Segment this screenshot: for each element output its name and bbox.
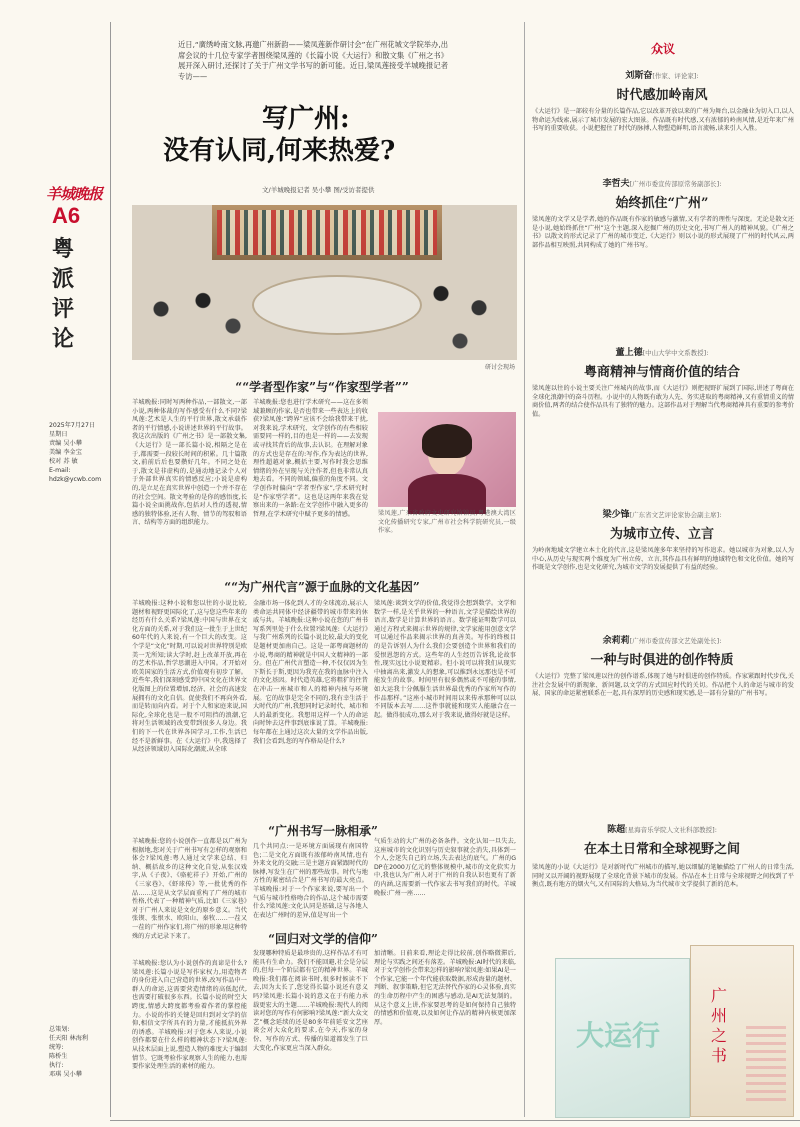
email-label: E-mail: [49,467,71,474]
review-4-text: 为岭南地域文学建立本土化的代言,这是梁凤莲多年来坚持的写作追求。她以城市为对象,以人为中心,从历史与现实两个维度为广州立传、立言,其作品具有鲜明的地域特色和文化价值。她的写作既是文学创作,也是文化研究,为城市文学的发展提供了有益的经验。 [532,547,794,572]
reviews-header: 众议 [651,42,676,56]
body-p1: 羊城晚报:同时写两种作品,一部散文,一部小说,两种体裁的写作感受有什么不同?梁凤莲:艺术是人生的平行世界,散文承载作者的平行情感,小说讲述世界的平行故事。我这次出版的《广州之书》是一部散文集,《大运行》是一部长篇小说,相隔之是在于,都需要一段较长时间的积累。几十篇散文,前前后后也要攒好几年。不同之处在于,散文是非虚构的,是通动地记录个人对于外部世界真实的情感反应;小说是虚构的,是立足在真实世界中创造一个并不存在的社会空间。散文考验的是你的感悟度,长篇小说全面挑战你,包括对人性的透视,情感的独特体验,还有人物、情节的驾驭和语言、结构等方面的组织能力。 [132,399,247,527]
reviewer-5-name: 余莉莉 [602,636,630,646]
reviewer-2-name: 李哲夫 [602,179,630,189]
body-p11: 加清晰。日前来看,理论走得比较前,创作略微滞后,理论与实践之间还有落差。羊城晚报:AI时代的来临,对于文学创作会带来怎样的影响?梁凤莲:如果AI是一个作家,它能一个年代能获取数据,形成海量的题材、判断、叙事策略,但它无法替代作家的心灵体验,真实的生命历程中产生的困惑与感动,是AI无法复制的。从这个意义上讲,作家要思考的是如何保持自己独特的情感和价值观,以及如何让作品的精神内核更加深厚。 [374,950,516,1026]
seminar-photo [132,205,517,360]
reviewer-4 [530,507,794,520]
meeting-table [252,275,422,335]
reviewer-2 [530,176,794,189]
section-title-2: “ “为广州代言”源于血脉的文化基因 ” [132,578,512,595]
masthead-divider [110,22,111,1117]
review-1-title: 时代感加岭南风 [616,88,708,103]
issue-info [49,421,105,484]
newspaper-logo: 羊城晚报 [46,185,103,203]
page-number: A6 [52,203,81,228]
section-title-3: “ 广州书写一脉相承 ” [253,822,393,839]
exec-label: 执行: [49,1062,64,1069]
book-cover-yunxing-title: 大运行 [576,1019,661,1052]
bottom-rule [110,1120,800,1121]
review-6-title: 在本土日常和全球视野之间 [583,842,740,857]
reviewer-3-name: 董上德 [615,348,643,358]
reviewer-3 [530,345,794,358]
body-p9: 羊城晚报:您认为小说创作的真谛是什么?梁凤莲:长篇小说是写作家权力,用造物者的身份进入自己营造的世界,改写作品中一群人的命运,这需要营造情绪的高低起伏,也需要打破很多东西。长篇小说的时空大跨度,情感大跨度都考验着作者的掌控能力。小说的作的关键是回归到对文学的信仰,相信文学所具有的力量,才能抵抗外界的诱惑。羊城晚报:对于您本人来说,小说创作都要在什么样的精神状态下?梁凤莲:从技术层面上说,塑造人物的难度大于编制情节。它既考验作家观察人生的能力,也需要作家处理生活的素材的能力。 [132,960,247,1071]
body-p5: 梁凤莲:谈到文学的价值,我觉得会想到数学。文学和数学一样,是关乎世界的一种语言,文学是描绘世界的语言,数学是计算世界的语言。数学能证明数学可以通过方程式来揭示世界的规律,文学家能用创意文学可以通过作品来揭示世界的真善美。写作的终极目的是告诉别人为什么我们会要创造个世界和我们的爱恨恩怨的方式。这些年的人生经历告诉我,论故事性,现实远比小说更精彩。但小说可以将我们从现实中抽离出来,激发人的想象,可以推到永远那也是不可能发生的故事。时间里有很多偶然或不可能的事情,如大运我十分佩服生活世界最优秀的作家所写作的作品那样。”这座小城市时间用以来传承那种可以以不同版本去写……这件事就能和现实人能融合在一起。做得很成功,那么对于我来说,做得好就是这样。 [374,600,516,719]
portrait-caption: 梁凤莲,广东省政府文史研究馆馆员,粤港澳大湾区文化传播研究专家,广州市社会科学院研究员,一级作家。 [378,510,516,535]
reviewer-4-name: 梁少锋 [602,510,630,520]
credits [49,1025,105,1079]
book-cover-yunxing [555,958,690,1118]
reviewer-6-name: 陈超 [607,825,626,835]
review-3-title: 粤商精神与情商价值的结合 [583,365,740,380]
right-column-divider [524,22,525,1117]
body-p4: 金融市场一体化到人才的全球流动,展示人类命运共同体中经济疆带的城市带来的休戚与共。羊城晚报:这种小说在您的广州书写系列里处于什么位置?梁凤莲:《大运行》与我广州系列的长篇小说比较,最大的变化是题材更加南自己。这是一部粤商题材的小说,粤商的精神就是中国人文精神的一部分。但在广州代言塑造一种,不仅仅因为生下斯长于斯,更因为我充在我的血脉中注入的文化基因。时代造英雄,它将粗犷的往昔在冲击一座城市和人的精神内核与环境展。它的故事是完全不同的,我有幸生活于大时代的广州,我想同时记录时代、城市和人的最新变化。我想用这样一个人的命运向时钟去这件事到底谁说了算。羊城晚报:每年都在上通过这次大量的文学作品出版,我们会看到,您的写作格局是什么? [253,600,368,745]
design-credit: 美编 李金宝 [49,449,82,456]
editor-credit: 责编 吴小攀 [49,440,82,447]
body-p6: 羊城晚报:您的小说创作一直都是以广州为根据地,您对关于广州书写有怎样的观察和体会?梁凤莲:粤人通过文学来总结、归纳、概括故乡的这种文化自觉,从张汉戏字,从《子夜》、《骆驼祥子》开始,广州的《三家巷》、《虾球传》等,一批优秀的作品……这是从文学层面重构了广州的城市性格,代表了一种精神气质,比如《三家巷》对于广州人来说是文化的原乡意义。当代张锲、张恨水、欧阳山、秦牧……一茬又一茬的广州作家们,将广州的形象用这种特殊的方式记录下来了。 [132,838,247,940]
reviewer-5-role: [广州市委宣传部文艺处副处长]: [629,637,722,645]
reviewer-3-role: [中山大学中文系教授]: [642,349,709,357]
reviewer-6 [530,822,794,835]
headline-line1: 写广州: [262,104,350,134]
exec-names: 邓琪 吴小攀 [49,1071,82,1078]
review-5-text: 《大运行》完整了梁凤莲以往的创作谱系,体现了她与时俱进的创作特质。作家紧跟时代步伐,关注社会发展中的新现象、新问题,以文学的方式回应时代的关切。作品把个人的命运与城市的发展、国家的命运紧密联系在一起,具有深厚的历史感和现实感,是一部有分量的广州书写。 [532,673,794,698]
people-left [137,275,257,360]
photo-caption: 研讨会现场 [485,364,516,371]
issue-weekday: 星期日 [49,431,68,438]
proof-credit: 校对 苏 敏 [49,458,78,465]
review-3-text: 梁凤莲以往的小说主要关注广州城内的故事,而《大运行》则把视野扩展到了国际,讲述了粤商在全球化浪潮中的奋斗历程。小说中的人物既有敢为人先、务实进取的粤商精神,又有重情重义的情商价值,两者的结合使作品具有了独特的魅力。这部作品对于理解当代粤商精神具有重要的参考价值。 [532,385,794,418]
email-address[interactable]: hdzk@ycwb.com [49,476,102,483]
reviewer-4-role: [广东省文艺评论家协会副主席]: [629,511,722,519]
section-title-1: “ “学者型作家”与“作家型学者” ” [132,378,512,395]
section-title-4: “ 回归对文学的信仰 ” [253,930,393,947]
book-cover-guangzhou-title: 广州之书 [711,986,728,1065]
review-1-text: 《大运行》是一部较有分量的长篇作品,它以改革开放以来的广州为舞台,以金融业为切入口,以人物命运为线索,展示了城市发展的宏大图景。作品既有时代感,又有浓郁的岭南风情,是近年来广州书写的重要收获。小说把握住了时代的脉搏,人物塑造鲜明,语言流畅,读来引人入胜。 [532,108,794,133]
coord-names: 陈桥生 [49,1053,68,1060]
issue-date: 2025年7月27日 [49,422,96,429]
review-4-title: 为城市立传、立言 [609,527,714,542]
review-2-title: 始终抓住“广州” [615,196,709,211]
coord-label: 统筹: [49,1044,64,1051]
book-cover-guangzhou [690,945,794,1117]
portrait-hair [422,424,472,458]
chief-label: 总策划: [49,1026,70,1033]
masthead [0,0,105,1127]
author-portrait [378,412,516,507]
intro-text: 近日,“廣绣岭南文脉,再邀广州新韵——梁凤莲新作研讨会”在广州花城文学院举办,出席会议的十几位专家学者围绕梁凤莲的《长篇小说《大运行》和散文集《广州之书》展开深入研讨,还探讨了关于广州文学书写的新可能。近日,梁凤莲接受羊城晚报记者专访—— [178,40,448,81]
bookshelf-books [217,210,437,255]
reviewer-1-name: 刘斯奋 [625,71,653,81]
reviewer-6-role: [星海音乐学院人文社科部教授]: [625,826,717,834]
review-6-text: 梁凤莲的小说《大运行》是对新时代广州城市的描写,她以细腻的笔触描绘了广州人的日常生活,同时又以开阔的视野展现了全球化背景下城市的发展。作品在本土日常与全球视野之间找到了平衡点,既有地方的烟火气,又有国际的大格局,为当代城市文学提供了新的范本。 [532,864,794,889]
reviewer-5 [530,633,794,646]
review-2-text: 梁凤莲的文学又是学者,她的作品既有作家的敏感与激情,又有学者的理性与深度。无论是散文还是小说,她始终抓住“广州”这个主题,深入挖掘广州的历史文化,书写广州人的精神风貌。《广州之书》以散文的形式记录了广州的城市变迁,《大运行》则以小说的形式展现了广州的时代风云,两部作品相互映照,共同构成了她的广州书写。 [532,216,794,249]
book-cover-decoration [746,1021,786,1101]
reviewer-1 [530,68,794,81]
reviewer-2-role: [广州市委宣传部原常务副部长]: [629,180,722,188]
body-p10: 发现哪种特质是最珍贵的,这样作品才有可能具有生命力。我们不能回避,社会是分层的,但每一个阶层都有它的精神世界。羊城晚报:我们都在阅读书时,很多时候读不下去,因为太长了,您觉得长篇小说还有意义吗?梁凤莲:长篇小说的意义在于有能力承载更宏大的主题……羊城晚报:现代人的阅读对您的写作有何影响?梁凤莲:“新大众文艺”概念延续的还是80多年前延安文艺座谈会对大众化的要求,在今天,作家的身份、写作的方式、传播的渠道都发生了巨大变化,作家更应当深入群众。 [253,950,368,1052]
body-p2: 羊城晚报:您也进行学术研究——这在多领域兼顾的作家,是否也带来一些表达上的收获?梁凤莲:“跨界”应该不会给我带来干扰,对我来说,学术研究、文学创作的有些相较需要同一样的,目的也是一样的——去发现或寻找其背后的故事,去认识。在理解对象的方式也是存在的:写作,作为表达的世界,理性超越对象,概括主要,写作时我会思维情绪的外在呈现与关注作者,但也非常认真地去看。不同的领域,偏重的角度不同。文学创作时偏向“学者型作家”,学术研究时是“作家型学者”。这也是这两年来我在觉察出来的一条路:在文学创作中融入更多的哲理,在学术研究中赋予更多的情感。 [253,399,368,518]
byline: 文/羊城晚报记者 吴小攀 图/受访者提供 [262,186,375,194]
portrait-body [408,474,486,514]
body-p8: 气质生动的大广州的必备条件。文化认知一旦失去,这座城市的文化识别与历史叙事就会消失,具体到一个人,会迷失自己的立场,失去表达的底气。广州的GDP在2000万亿元的整体规模中,城市的文化软实力中,我也认为广州人对于广州的自我认识也更有了新的内涵,这需要新一代作家去书写我们的时代。羊城晚报:广州一座…… [374,838,516,897]
body-p3: 羊城晚报:这种小说和您以往的小说比较,题材和视野更国际化了,这与您这些年来的经历有什么关系?梁凤莲:中国与世界在文化方面的关系,对于我们这一批生于上世纪60年代的人来说,有一个巨大的改变。这个学是“文化”时期,可以说对世界特别是欧美一无所知;读大学时,赶上改革开放,再在的艺术作品,哲学思潮进入中国。才开始对欧美国家的生活方式,价值观有初步了解。近些年,我们深刻感受到中国文化在世界文化版图上的位置增加,经济、社会的高速发展拥有的文化自信。促使我们不再向外看,而是转而向内看。对于个人和家庭来说,国际化,全球化也是一股不可阻挡的浪潮,它将对生活领域的改变带到很多人身边。我们的下一代在世界各国学习,工作,生活已经不是新鲜事。在《大运行》中,我选择了从经济领域切入国际化潮流,从全球 [132,600,247,754]
section-name: 粤派评论 [52,236,75,352]
people-right [422,265,517,360]
reviewer-1-role: [作家、评论家]: [652,72,699,80]
review-5-title: 一种与时俱进的创作特质 [590,653,734,668]
headline-line2: 没有认同,何来热爱? [163,136,396,166]
chief-names: 任天阳 林海利 [49,1035,89,1042]
body-p7: 几个共同点:一是环境方面展现有南国特色;二是文化方面既有浓郁岭南风情,也有外来文化的交融;三是主题方面紧跟时代的脉搏,写发生在广州的那些故事。时代与地方性的紧密结合是广州书写的最大亮点。羊城晚报:对于一个作家来说,要写出一个气质与城市性格吻合的作品,这个城市需要什么?梁凤莲:文化认同是基础,这与各地人在表达广州时的差异,值是写出一个 [253,843,368,919]
